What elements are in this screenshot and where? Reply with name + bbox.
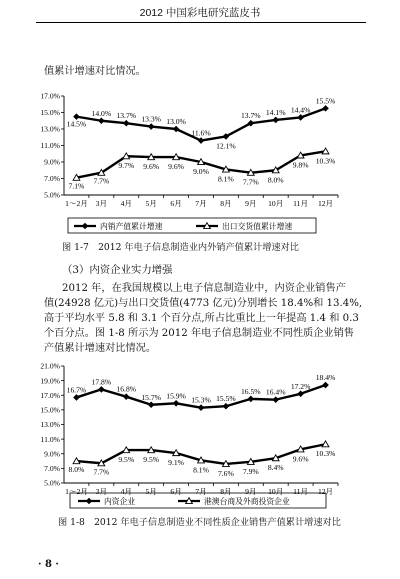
figure_1_8-series-0-point	[148, 401, 155, 408]
figure_1_8-series-0-point	[272, 396, 279, 403]
figure_1_8-y-tick-label: 13.0%	[40, 420, 60, 430]
figure_1_7-series-0-point	[272, 117, 279, 124]
body-line-4: 个百分点。图 1-8 所示为 2012 年电子信息制造业不同性质企业销售	[44, 328, 354, 339]
header-rule	[36, 22, 366, 23]
figure_1_7-series-0-data-label: 14.0%	[91, 108, 112, 118]
figure_1_7-x-tick-label: 3月	[95, 199, 108, 208]
figure_1_7-x-tick-label: 7月	[195, 199, 207, 208]
figure_1_8-series-0-point	[123, 393, 130, 400]
figure_1_8-series-0-data-label: 15.9%	[166, 391, 186, 401]
section-heading: （3）内资企业实力增强	[62, 264, 173, 276]
figure_1_8-x-tick-label: 8月	[220, 487, 232, 496]
figure_1_7-series-0-data-label: 13.0%	[166, 117, 186, 126]
figure_1_7-series-0-data-label: 14.1%	[265, 107, 286, 117]
figure_1_8-series-1-data-label: 9.5%	[118, 455, 135, 465]
body-line-1: 2012 年，在我国规模以上电子信息制造业中，内资企业销售产	[62, 283, 346, 294]
figure_1_8-legend-label: 港澳台商及外商投资企业	[204, 497, 290, 506]
figure_1_8-x-tick-label: 9月	[245, 487, 257, 496]
figure_1_7-legend-label: 内销产值累计增速	[100, 222, 163, 231]
figure_1_7-x-tick-label: 6月	[170, 199, 182, 208]
figure_1_7-x-tick-label: 8月	[220, 199, 232, 208]
figure_1_7-series-0-data-label: 14.5%	[66, 119, 87, 129]
figure_1_7-series-1-data-label: 9.8%	[292, 160, 309, 170]
figure_1_8-series-0-data-label: 15.7%	[141, 392, 161, 402]
figure_1_7-series-0-data-label: 15.5%	[315, 96, 336, 106]
figure_1_7-x-tick-label: 12月	[317, 199, 334, 208]
figure_1_8-series-1-data-label: 7.7%	[93, 467, 110, 477]
figure_1_8-series-0-data-label: 15.5%	[216, 394, 236, 404]
figure_1_7-x-tick-label: 11月	[293, 199, 309, 208]
figure_1_8-series-0-data-label: 16.8%	[116, 384, 137, 394]
figure_1_8-y-tick-label: 15.0%	[40, 405, 60, 415]
figure_1_7-y-tick-label: 5.0%	[44, 190, 60, 200]
figure_1_8-x-tick-label: 5月	[145, 487, 157, 496]
figure_1_7-x-tick-label: 9月	[245, 199, 257, 208]
figure_1_8-x-tick-label: 3月	[95, 487, 108, 496]
figure_1_8-series-0-point	[248, 396, 255, 403]
figure_1_8-x-tick-label: 7月	[195, 487, 207, 496]
figure_1_7-series-1-data-label: 10.3%	[315, 156, 336, 166]
figure_1_7-x-tick-label: 5月	[145, 199, 157, 208]
header-title: 2012 中国彩电研究蓝皮书	[139, 7, 261, 19]
figure_1_7-series-0-data-label: 12.1%	[216, 141, 236, 151]
figure_1_7-legend-label: 出口交货值累计增速	[222, 222, 293, 231]
figure_1_8-series-1-data-label: 8.0%	[68, 465, 85, 475]
figure_1_7-series-1-data-label: 9.7%	[118, 161, 135, 171]
figure_1_8-series-0-data-label: 16.5%	[241, 386, 261, 396]
paragraph-top: 值累计增速对比情况。	[44, 66, 146, 77]
figure_1_8-series-1-data-label: 10.3%	[315, 449, 336, 459]
figure_1_7-series-0-data-label: 13.7%	[241, 111, 261, 121]
figure_1_8-series-1-data-label: 8.4%	[267, 463, 284, 473]
figure-1-7-chart	[34, 88, 370, 238]
figure_1_8-y-tick-label: 11.0%	[40, 434, 60, 444]
figure_1_7-series-0-point	[148, 123, 155, 130]
figure_1_7-y-tick-label: 7.0%	[44, 174, 60, 184]
figure_1_8-y-tick-label: 21.0%	[40, 361, 60, 371]
figure_1_8-series-1-data-label: 8.1%	[193, 465, 209, 475]
figure_1_8-series-0-point	[198, 404, 205, 411]
figure_1_7-series-0-data-label: 13.7%	[116, 111, 137, 121]
figure_1_8-x-tick-label: 11月	[293, 487, 309, 496]
figure_1_8-series-0-data-label: 16.7%	[66, 385, 87, 395]
figure_1_8-x-tick-label: 6月	[170, 487, 182, 496]
page-number: · 8 ·	[38, 559, 59, 570]
figure_1_8-x-tick-label: 12月	[317, 487, 334, 496]
figure_1_8-series-1-data-label: 7.9%	[242, 466, 259, 476]
figure_1_7-series-1-data-label: 9.6%	[143, 162, 160, 172]
figure_1_8-y-tick-label: 5.0%	[44, 478, 60, 488]
figure_1_8-series-0-point	[223, 403, 230, 410]
figure_1_8-series-1-data-label: 9.5%	[143, 455, 160, 465]
figure_1_8-y-tick-label: 9.0%	[44, 449, 60, 459]
body-line-5: 产值累计增速对比情况。	[44, 343, 157, 354]
page-header	[0, 0, 400, 22]
figure_1_7-y-tick-label: 11.0%	[40, 141, 60, 151]
figure-1-8-chart	[32, 360, 370, 510]
figure_1_7-series-1-data-label: 7.7%	[93, 176, 110, 186]
figure_1_8-x-tick-label: 10月	[268, 487, 284, 496]
figure_1_7-series-1-data-label: 8.1%	[217, 174, 234, 184]
figure_1_8-series-1-data-label: 9.1%	[168, 458, 185, 468]
figure_1_7-x-tick-label: 1～2月	[65, 199, 88, 208]
figure_1_8-series-0-point	[173, 400, 180, 407]
figure-1-8-caption: 图 1-8 2012 年电子信息制造业不同性质企业销售产值累计增速对比	[58, 517, 341, 528]
figure_1_7-series-0-point	[297, 114, 304, 121]
figure_1_8-series-0-data-label: 16.4%	[265, 387, 286, 397]
figure_1_7-series-1-data-label: 8.0%	[267, 175, 284, 185]
figure_1_7-series-0-point	[123, 120, 130, 127]
figure_1_8-series-0-data-label: 15.3%	[191, 395, 211, 405]
figure_1_8-series-0-point	[73, 394, 80, 401]
body-line-3: 高于平均水平 5.8 和 3.1 个百分点,所占比重比上一年提高 1.4 和 0.3	[44, 313, 359, 324]
figure_1_8-x-tick-label: 4月	[120, 487, 132, 496]
figure_1_8-series-1-data-label: 7.6%	[217, 468, 234, 478]
figure_1_7-series-1-data-label: 9.6%	[168, 162, 185, 172]
figure_1_8-y-tick-label: 19.0%	[40, 376, 60, 386]
figure_1_8-legend-marker	[86, 498, 93, 505]
figure_1_8-y-tick-label: 7.0%	[44, 464, 60, 474]
figure_1_7-y-tick-label: 9.0%	[44, 157, 60, 167]
figure_1_8-legend-label: 内资企业	[104, 497, 136, 506]
figure_1_7-series-0-point	[98, 117, 105, 124]
figure_1_8-series-0-data-label: 17.2%	[290, 381, 311, 391]
figure_1_7-x-tick-label: 10月	[268, 199, 284, 208]
figure_1_7-series-1-data-label: 7.1%	[68, 181, 85, 191]
figure_1_7-series-0-data-label: 11.6%	[191, 128, 211, 138]
figure_1_7-series-0-data-label: 13.3%	[141, 114, 161, 124]
figure-1-7-caption: 图 1-7 2012 年电子信息制造业内外销产值累计增速对比	[62, 242, 299, 253]
figure_1_7-series-0-point	[322, 105, 329, 112]
figure_1_7-y-tick-label: 15.0%	[40, 108, 60, 118]
figure_1_8-series-0-point	[297, 390, 304, 397]
figure_1_8-series-0-data-label: 17.8%	[91, 377, 112, 387]
figure_1_8-series-0-point	[322, 382, 329, 389]
figure_1_7-series-0-data-label: 14.4%	[290, 105, 311, 115]
figure_1_8-x-tick-label: 1～2月	[65, 487, 88, 496]
figure_1_8-series-1-data-label: 9.6%	[292, 454, 309, 464]
figure_1_8-series-0-data-label: 18.4%	[315, 373, 336, 383]
figure_1_7-series-1-data-label: 7.7%	[242, 177, 259, 187]
figure_1_7-x-tick-label: 4月	[120, 199, 132, 208]
figure_1_7-y-tick-label: 13.0%	[40, 124, 60, 134]
figure_1_7-y-tick-label: 17.0%	[40, 91, 60, 101]
figure_1_8-series-0-point	[98, 386, 105, 393]
body-line-2: 值(24928 亿元)与出口交货值(4773 亿元)分别增长 18.4%和 13.4%,	[44, 298, 363, 309]
figure_1_8-y-tick-label: 17.0%	[40, 390, 60, 400]
figure_1_7-series-1-data-label: 9.0%	[193, 167, 209, 176]
figure_1_7-legend-marker	[82, 223, 89, 230]
